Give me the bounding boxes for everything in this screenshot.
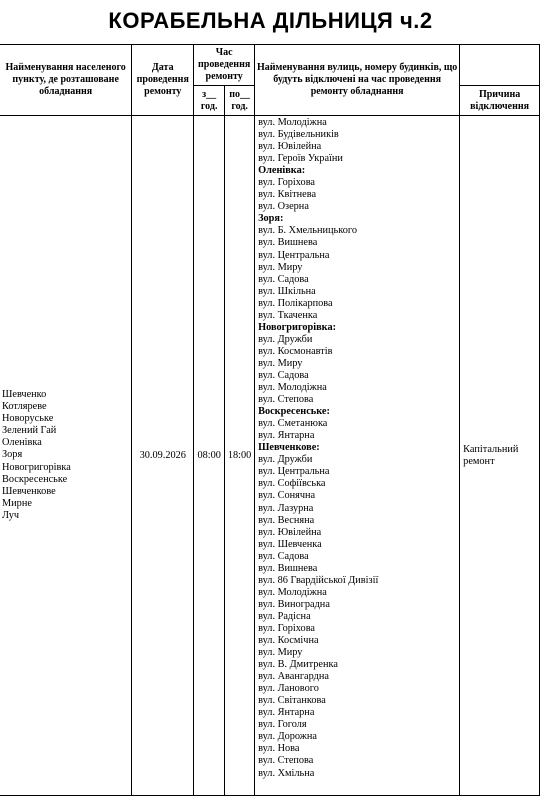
village-heading: Шевченкове:: [258, 442, 320, 454]
street-item: вул. Гоголя: [258, 719, 307, 731]
time-from-cell: 08:00: [194, 116, 225, 796]
settlement-item: Шевченкове: [2, 485, 56, 497]
street-item: вул. Горіхова: [258, 177, 315, 189]
settlement-item: Котляреве: [2, 401, 47, 413]
schedule-table: [0, 44, 540, 796]
street-item: вул. Степова: [258, 394, 314, 406]
village-heading: Оленівка:: [258, 165, 306, 177]
street-item: вул. Полікарпова: [258, 297, 333, 309]
street-item: вул. В. Дмитренка: [258, 659, 338, 671]
street-item: вул. Радісна: [258, 610, 311, 622]
street-item: вул. Шевченка: [258, 538, 322, 550]
street-item: вул. Садова: [258, 550, 309, 562]
street-item: вул. Будівельників: [258, 129, 339, 141]
street-item: вул. Світанкова: [258, 695, 326, 707]
settlement-item: Шевченко: [2, 388, 47, 400]
street-item: вул. Ланового: [258, 683, 319, 695]
street-item: вул. Вишнева: [258, 237, 318, 249]
street-item: вул. Молодіжна: [258, 117, 327, 128]
settlement-item: Зоря: [2, 449, 23, 461]
street-item: вул. Молодіжна: [258, 586, 327, 598]
village-heading: Воскресенське:: [258, 406, 330, 418]
header-streets: Найменування вулиць, номеру будинків, що будуть відключені на час проведення ремонту обладнання: [255, 45, 460, 116]
header-reason: Причина відключення: [460, 86, 540, 116]
street-item: вул. Квітнева: [258, 189, 317, 201]
reason-cell: Капітальний ремонт: [460, 116, 540, 796]
settlement-item: Зелений Гай: [2, 425, 57, 437]
street-item: вул. Молодіжна: [258, 382, 327, 394]
street-item: вул. Горіхова: [258, 622, 315, 634]
header-settlement: Найменування населеного пункту, де розташоване обладнання: [0, 45, 132, 116]
settlement-item: Оленівка: [2, 437, 42, 449]
street-item: вул. Героїв України: [258, 153, 343, 165]
street-item: вул. Космонавтів: [258, 345, 333, 357]
time-to-cell: 18:00: [225, 116, 255, 796]
street-item: вул. Сонячна: [258, 490, 316, 502]
street-item: вул. Ювілейна: [258, 526, 322, 538]
street-item: вул. Ювілейна: [258, 141, 322, 153]
settlement-item: Воскресенське: [2, 473, 68, 485]
street-item: вул. Янтарна: [258, 707, 315, 719]
settlements-cell: [0, 116, 132, 796]
street-item: вул. Весняна: [258, 514, 315, 526]
street-item: вул. Дорожна: [258, 731, 317, 743]
street-item: вул. Сметанюка: [258, 418, 328, 430]
street-item: вул. Степова: [258, 755, 314, 767]
street-item: вул. Дружби: [258, 454, 313, 466]
village-heading: Новогригорівка:: [258, 321, 337, 333]
street-item: вул. Миру: [258, 357, 303, 369]
date-cell: 30.09.2026: [132, 116, 194, 796]
header-blank: [460, 45, 540, 86]
street-item: вул. Миру: [258, 647, 303, 659]
street-item: вул. 86 Гвардійської Дивізії: [258, 574, 379, 586]
street-item: вул. Центральна: [258, 249, 330, 261]
header-date: Дата проведення ремонту: [132, 45, 194, 116]
streets-cell: [255, 116, 460, 796]
village-heading: Зоря:: [258, 213, 284, 225]
street-item: вул. Шкільна: [258, 285, 316, 297]
settlement-item: Новогригорівка: [2, 461, 71, 473]
settlement-item: Новоруське: [2, 413, 54, 425]
settlement-item: Луч: [2, 509, 20, 521]
header-time: Час проведення ремонту: [194, 45, 255, 86]
street-item: вул. Янтарна: [258, 430, 315, 442]
street-item: вул. Садова: [258, 273, 309, 285]
street-item: вул. Садова: [258, 369, 309, 381]
document-title: КОРАБЕЛЬНА ДІЛЬНИЦЯ ч.2: [108, 8, 433, 33]
street-item: вул. Центральна: [258, 466, 330, 478]
street-item: вул. Виноградна: [258, 598, 330, 610]
street-item: вул. Дружби: [258, 333, 313, 345]
street-item: вул. Б. Хмельницького: [258, 225, 357, 237]
settlement-item: Мирне: [2, 497, 32, 509]
street-item: вул. Нова: [258, 743, 300, 755]
street-item: вул. Миру: [258, 261, 303, 273]
header-to: по__ год.: [225, 86, 255, 116]
street-item: вул. Авангардна: [258, 671, 329, 683]
street-item: вул. Ткаченка: [258, 309, 318, 321]
street-item: вул. Хмільна: [258, 767, 315, 779]
street-item: вул. Космічна: [258, 635, 319, 647]
street-item: вул. Лазурна: [258, 502, 314, 514]
street-item: вул. Софіївська: [258, 478, 326, 490]
street-item: вул. Озерна: [258, 201, 309, 213]
street-item: вул. Вишнева: [258, 562, 318, 574]
header-from: з__ год.: [194, 86, 225, 116]
